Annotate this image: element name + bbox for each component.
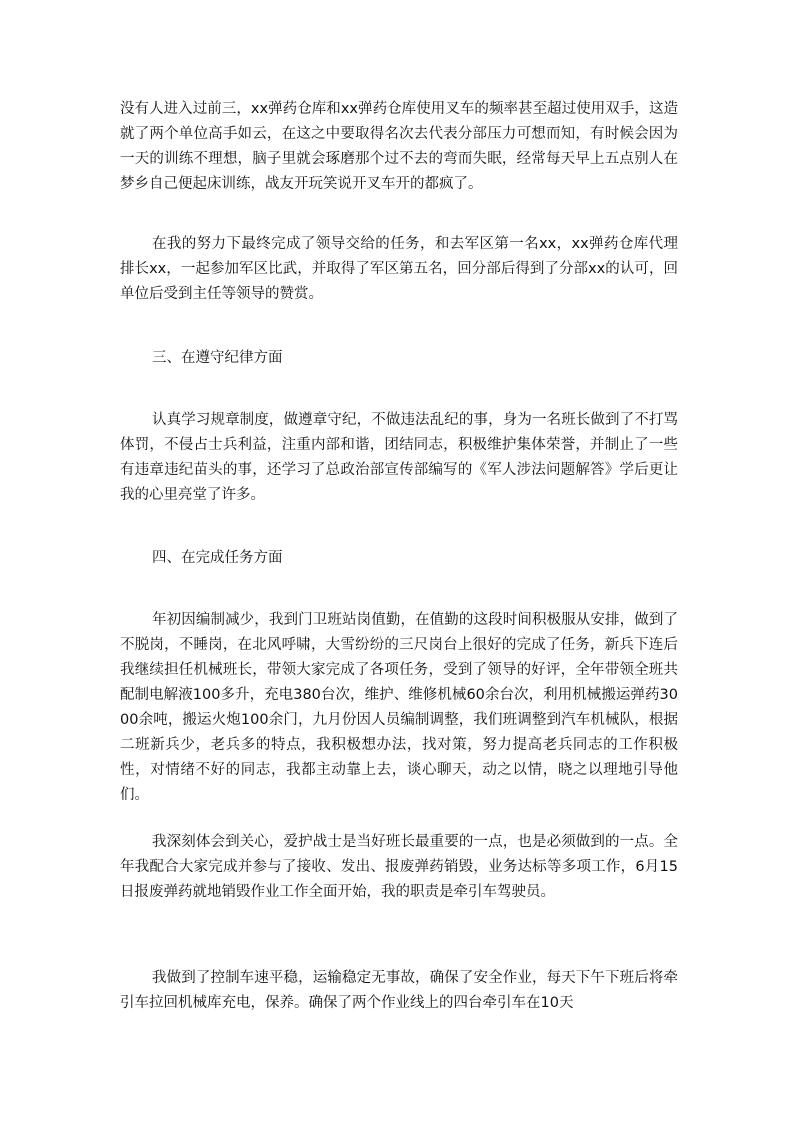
paragraph-vehicle-safety: 我做到了控制车速平稳，运输稳定无事故，确保了安全作业，每天下午下班后将牵引车拉回机械库充电，保养。确保了两个作业线上的四台牵引车在10天 — [120, 970, 678, 1011]
section-heading-discipline: 三、在遵守纪律方面 — [152, 350, 283, 366]
paragraph-discipline: 认真学习规章制度，做遵章守纪，不做违法乱纪的事，身为一名班长做到了不打骂体罚，不侵占士兵利益，注重内部和谐，团结同志，积极维护集体荣誉，并制止了一些有违章违纪苗头的事，还学习了总政治部宣传部编写的《军人涉法问题解答》学后更让我的心里亮堂了许多。 — [120, 412, 678, 503]
paragraph-task-completion: 年初因编制减少，我到门卫班站岗值勤，在值勤的这段时间积极服从安排，做到了不脱岗，不睡岗，在北风呼啸，大雪纷纷的三尺岗台上很好的完成了任务，新兵下连后我继续担任机械班长，带领大家完成了各项任务，受到了领导的好评，全年带领全班共配制电解液100多升，充电380台次，维护、维修机械60余台次，利用机械搬运弹药3000余吨，搬运火炮100余门，九月份因人员编制调整，我们班调整到汽车机械队，根据二班新兵少，老兵多的特点，我积极想办法，找对策，努力提高老兵同志的工作积极性，对情绪不好的同志，我都主动靠上去，谈心聊天，动之以情，晓之以理地引导他们。 — [120, 612, 678, 803]
paragraph-caring-for-soldiers: 我深刻体会到关心，爱护战士是当好班长最重要的一点，也是必须做到的一点。全年我配合大家完成并参与了接收、发出、报废弹药销毁，业务达标等多项工作，6月15日报废弹药就地销毁作业工作全面开始，我的职责是牵引车驾驶员。 — [120, 834, 678, 900]
section-heading-tasks: 四、在完成任务方面 — [152, 550, 283, 566]
paragraph-competition-result: 在我的努力下最终完成了领导交给的任务，和去军区第一名xx，xx弹药仓库代理排长xx，一起参加军区比武，并取得了军区第五名，回分部后得到了分部xx的认可，回单位后受到主任等领导的赞赏。 — [120, 236, 678, 302]
paragraph-training-pressure: 没有人进入过前三，xx弹药仓库和xx弹药仓库使用叉车的频率甚至超过使用双手，这造就了两个单位高手如云，在这之中要取得名次去代表分部压力可想而知，有时候会因为一天的训练不理想，脑子里就会琢磨那个过不去的弯而失眠，经常每天早上五点别人在梦乡自己便起床训练，战友开玩笑说开叉车开的都疯了。 — [120, 101, 678, 192]
